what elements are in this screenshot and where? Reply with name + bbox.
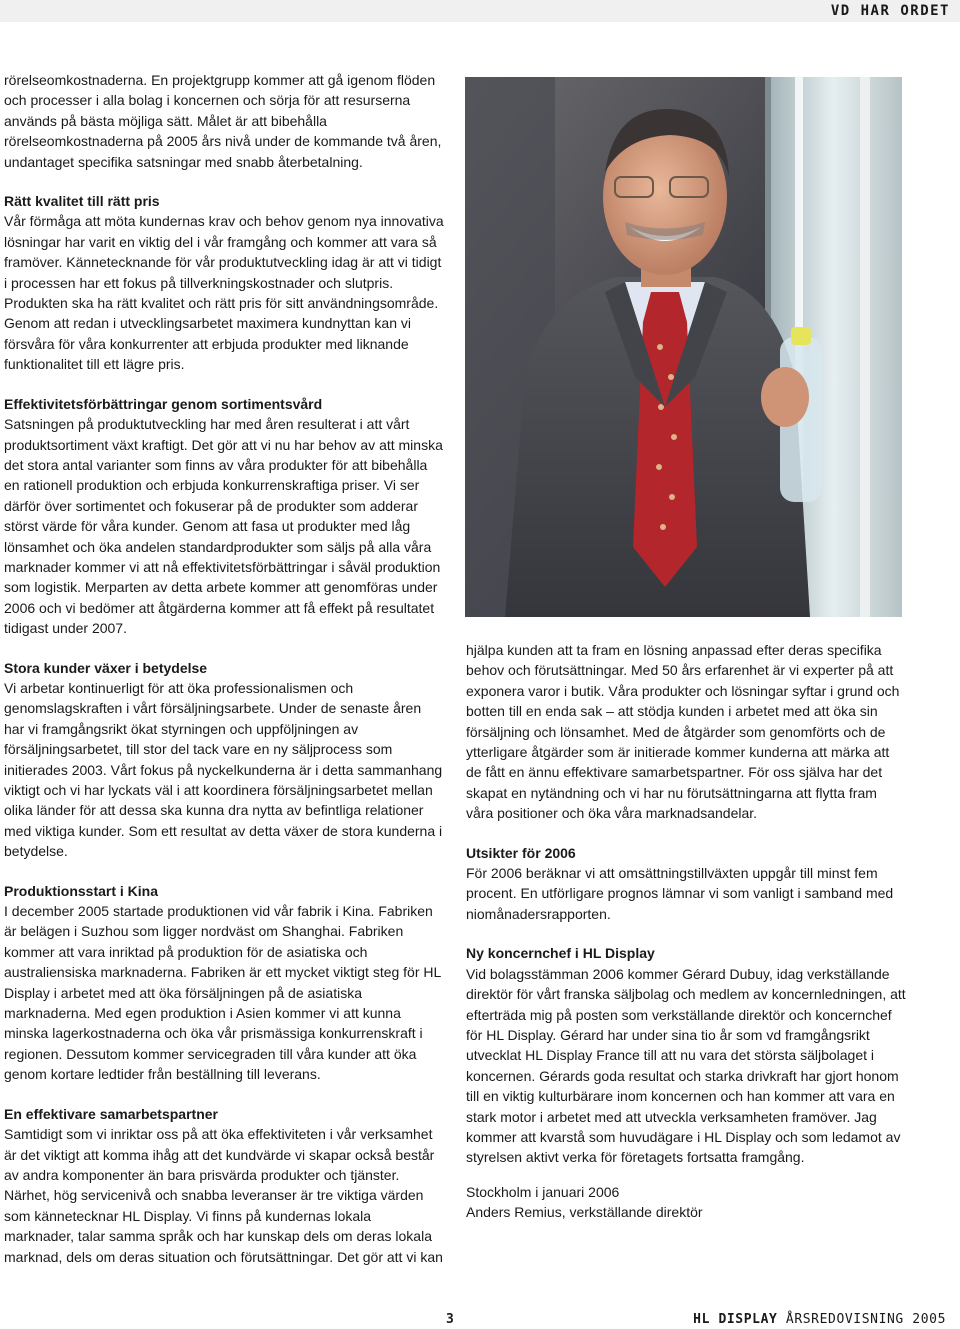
portrait-illustration [465, 77, 902, 617]
page-header [0, 0, 960, 22]
ceo-portrait-photo [465, 77, 902, 617]
page-number: 3 [446, 1312, 454, 1327]
section-body: För 2006 beräknar vi att omsättningstillväxten uppgår till minst fem procent. En utförligare prognos lämnar vi som vanligt i samband med niomånadersrapporten. [466, 865, 894, 922]
signature-place-date: Stockholm i januari 2006 [466, 1183, 620, 1200]
article-section [466, 943, 908, 1167]
intro-paragraph: rörelseomkostnaderna. En projektgrupp kommer att gå igenom flöden och processer i alla bolag i koncernen och sörja för att resurserna används på bästa möjliga sätt. Målet är att bibehålla rörelseomkostnaderna på 2005 års nivå under de kommande två åren, undantaget specifika satsningar med snabb återbetalning. [4, 72, 442, 170]
section-body: Vid bolagsstämman 2006 kommer Gérard Dubuy, idag verkställande direktör för vårt franska säljbolag och medlem av koncernledningen, att efterträda mig på posten som verkställande direktör och koncernchef för HL Display. Gérard har under sina tio år som vd framgångsrikt utvecklat HL Display France till att nu vara det största säljbolaget i koncernen. Gérards goda resultat och starka drivkraft har gjort honom till en viktig kulturbärare inom koncernen och han kommer att vara en stark motor i arbetet med att utveckla verksamheten framöver. Jag kommer att kvarstå som huvudägare i HL Display och som ledamot av styrelsen aktivt verka för företagets fortsatta framgång. [466, 965, 906, 1166]
footer-publication [693, 1312, 946, 1327]
article-section [4, 658, 444, 862]
article-section [4, 394, 444, 639]
footer-brand-name: HL DISPLAY [693, 1312, 778, 1327]
section-body: Vi arbetar kontinuerligt för att öka professionalismen och genomslagskraften i vårt försäljningsarbete. Under de senaste åren har vi framgångsrikt ökat styrningen och uppföljningen av försäljningsarbetet, till stor del tack vare en ny säljprocess som initierades 2003. Vårt fokus på nyckelkunderna är i detta sammanhang viktigt och vi har lyckats väl i att koordinera försäljningsarbetet mellan olika länder för att dessa ska kunna dra nytta av befintliga relationer med viktiga kunder. Som ett resultat av detta växer de stora kunderna i betydelse. [4, 679, 443, 860]
signature-name-title: Anders Remius, verkställande direktör [466, 1204, 703, 1221]
left-column [4, 70, 444, 1279]
signature-block [466, 1182, 908, 1223]
intro-paragraph-block [4, 70, 444, 172]
section-heading: Stora kunder växer i betydelse [4, 659, 208, 676]
section-heading: Produktionsstart i Kina [4, 882, 159, 899]
article-section [466, 843, 908, 925]
footer-report-title: ÅRSREDOVISNING 2005 [785, 1312, 946, 1327]
right-column [466, 640, 908, 1223]
page-footer [0, 1310, 960, 1329]
section-body: I december 2005 startade produktionen vid vår fabrik i Kina. Fabriken är belägen i Suzhou som ligger nordväst om Shanghai. Fabriken kommer att vara inriktad på produktion för de asiatiska och australiensiska marknaderna. Fabriken är ett mycket viktigt steg för HL Display i arbetet med att öka försäljningen på de asiatiska marknaderna. Med egen produktion i Asien kommer vi att kunna minska lagerkostnaderna och öka vår prismässiga konkurrenskraft i regionen. Dessutom kommer servicegraden till våra kunder att öka genom kortare ledtider från beställning till leverans. [4, 903, 441, 1083]
section-heading: Rätt kvalitet till rätt pris [4, 193, 160, 210]
intro-paragraph-block [466, 640, 908, 824]
section-heading: En effektivare samarbetspartner [4, 1105, 218, 1122]
section-body: Satsningen på produktutveckling har med åren resulterat i att vårt produktsortiment växt kraftigt. Det gör att vi nu har behov av att minska det stora antal varianter som finns av våra produkter för att bibehålla en rationell produktion och erbjuda konkurrenskraftiga priser. Vi ser därför över sortimentet och fokuserar på de produkter som adderar störst värde för våra kunder. Genom att fasa ut produkter med låg lönsamhet och öka andelen standardprodukter som säljs på alla våra marknader kommer vi att nå effektivitetsförbättringar i såväl produktion som logistik. Merparten av detta arbete kommer att genomföras under 2006 och vi bedömer att åtgärderna kommer att få effekt på resultatet tidigast under 2007. [4, 416, 443, 637]
article-section [4, 191, 444, 375]
section-heading: Effektivitetsförbättringar genom sortimentsvård [4, 395, 323, 412]
section-body: Vår förmåga att möta kundernas krav och behov genom nya innovativa lösningar har varit en viktig del i vår framgång och kommer att vara så framöver. Kännetecknande för vår produktutveckling idag är att vi tidigt i processen har ett fokus på tillverkningskostnader och slutpris. Produkten ska ha rätt kvalitet och rätt pris för sitt användningsområde. Genom att redan i utvecklingsarbetet maximera kundnyttan kan vi försvåra för våra konkurrenter att erbjuda produkter med liknande funktionalitet till ett lägre pris. [4, 213, 444, 373]
section-heading: Utsikter för 2006 [466, 844, 576, 861]
article-section [4, 1104, 444, 1267]
section-body: Samtidigt som vi inriktar oss på att öka effektiviteten i vår verksamhet är det viktigt att komma ihåg att det kundvärde vi skapar också består av andra komponenter än bara prisvärda produkter och tjänster. Närhet, hög servicenivå och snabba leveranser är tre viktiga värden som kännetecknar HL Display. Vi finns på kundernas lokala marknader, talar samma språk och har kunskap dels om deras lokala marknad, dels om deras situation och förutsättningar. Det gör att vi kan [4, 1126, 443, 1265]
section-title: VD HAR ORDET [830, 3, 950, 19]
article-section [4, 881, 444, 1085]
section-heading: Ny koncernchef i HL Display [466, 945, 655, 962]
intro-paragraph: hjälpa kunden att ta fram en lösning anpassad efter deras specifika behov och förutsättningar. Med 50 års erfarenhet är vi experter på att exponera varor i butik. Våra produkter och lösningar syftar i grund och botten till en enda sak – att stödja kunden i arbetet med att öka sin försäljning och lönsamhet. Med de åtgärder som genomförts och de ytterligare åtgärder som är initierade kommer kunderna att märka att de fått en ännu effektivare samarbetspartner. För oss själva har det skapat en nytändning och vi har nu förutsättningarna att flytta fram våra positioner och öka våra marknadsandelar. [466, 642, 900, 822]
